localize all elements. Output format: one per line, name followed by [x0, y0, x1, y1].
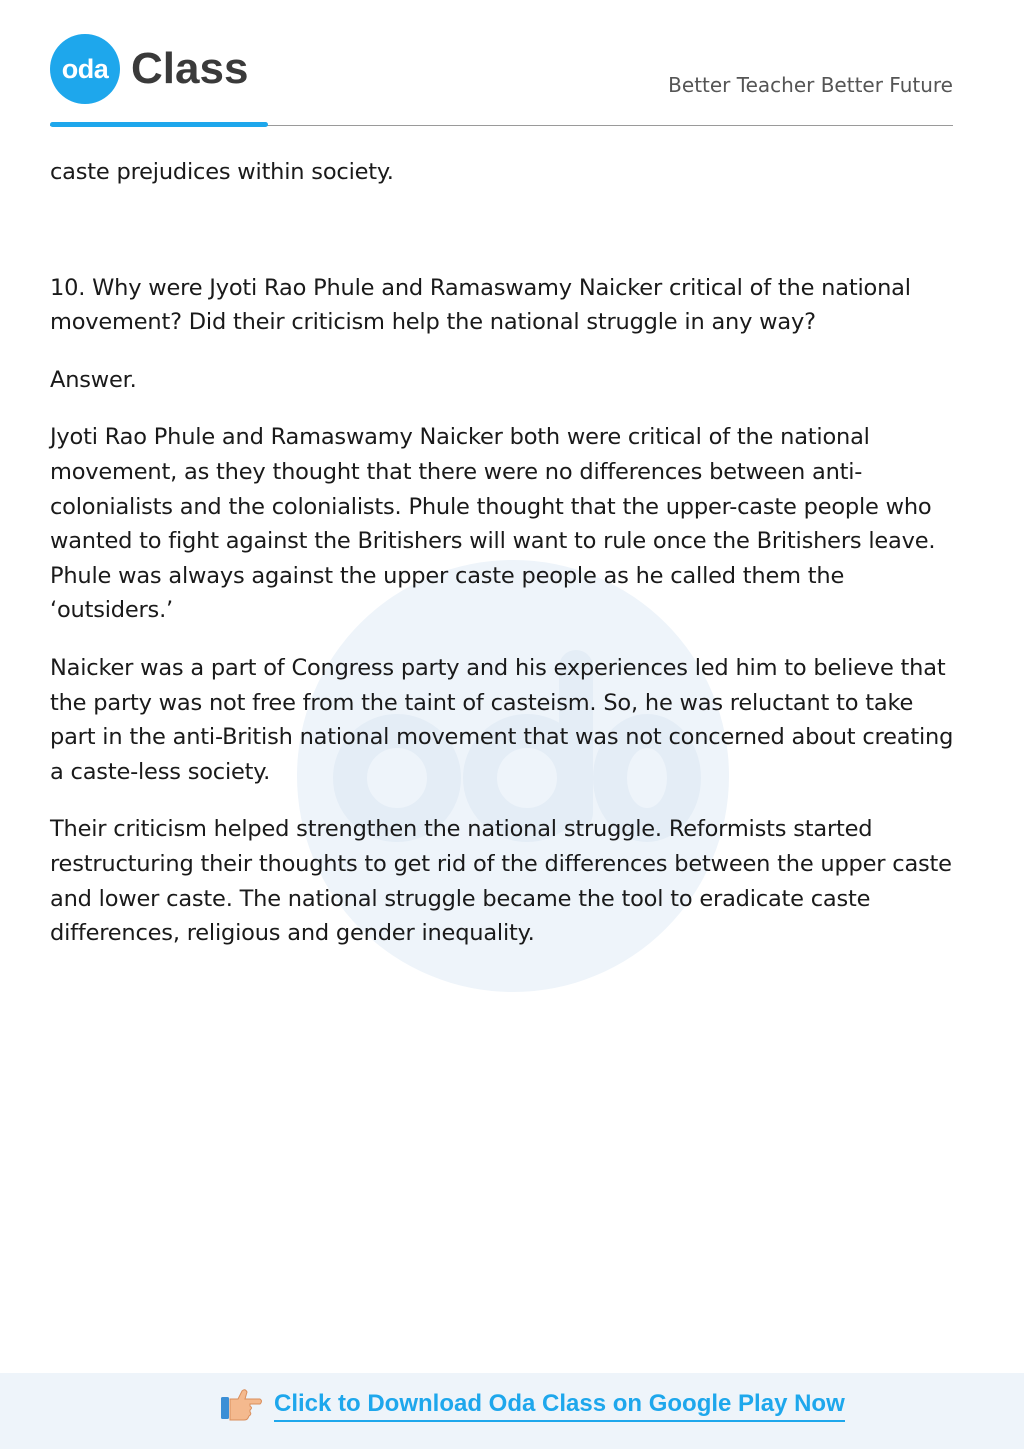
oda-logo-wordmark: Class [131, 44, 249, 93]
document-body [50, 155, 960, 951]
answer-paragraph-1: Jyoti Rao Phule and Ramaswamy Naicker both were critical of the national movement, as they thought that there were no differences between anti-colonialists and the colonialists. Phule thought that the upper-caste people who wanted to fight against the Britishers will want to rule once the Britishers leave. Phule was always against the upper caste people as he called them the ‘outsiders.’ [50, 424, 936, 624]
download-cta-label: Click to Download Oda Class on Google Play Now [274, 1389, 845, 1422]
download-app-link[interactable] [220, 1383, 845, 1427]
question-10: 10. Why were Jyoti Rao Phule and Ramaswamy Naicker critical of the national movement? Did their criticism help the national struggle in any way? [50, 274, 911, 336]
oda-logo-mark: oda [50, 34, 120, 104]
header-divider-accent [50, 122, 268, 127]
answer-label: Answer. [50, 366, 137, 393]
answer-paragraph-2: Naicker was a part of Congress party and his experiences led him to believe that the party was not free from the taint of casteism. So, he was reluctant to take part in the anti-British national movement that was not concerned about creating a caste-less society. [50, 654, 954, 785]
carryover-text: caste prejudices within society. [50, 159, 394, 185]
pointing-hand-icon [220, 1385, 264, 1425]
header-tagline: Better Teacher Better Future [668, 73, 953, 97]
page-footer [0, 1373, 1024, 1449]
answer-paragraph-3: Their criticism helped strengthen the national struggle. Reformists started restructuring their thoughts to get rid of the differences between the upper caste and lower caste. The national struggle became the tool to eradicate caste differences, religious and gender inequality. [50, 816, 952, 947]
page-header [50, 34, 953, 129]
